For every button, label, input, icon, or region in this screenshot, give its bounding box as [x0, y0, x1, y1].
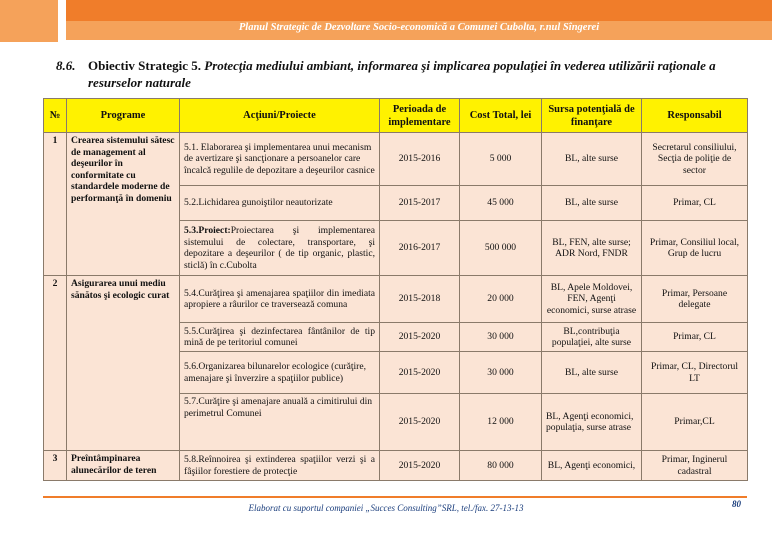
- program-number: 1: [44, 133, 67, 276]
- period-cell: 2015-2018: [380, 276, 460, 323]
- action-cell: 5.4.Curăţirea şi amenajarea spaţiilor din imediata apropiere a râurilor ce traversează comuna: [180, 276, 380, 323]
- cost-cell: 45 000: [460, 186, 542, 221]
- action-cell: 5.7.Curăţire şi amenajare anuală a cimitirului din perimetrul Comunei: [180, 394, 380, 451]
- period-cell: 2015-2016: [380, 133, 460, 186]
- col-header-period: Perioada de implementare: [380, 99, 460, 133]
- cost-cell: 30 000: [460, 352, 542, 394]
- col-header-cost: Cost Total, lei: [460, 99, 542, 133]
- projects-table: [43, 98, 748, 481]
- col-header-responsible: Responsabil: [642, 99, 748, 133]
- responsible-cell: Primar, CL: [642, 186, 748, 221]
- cost-cell: 500 000: [460, 221, 542, 276]
- cost-cell: 80 000: [460, 451, 542, 481]
- footer-credit: Elaborat cu suportul companiei „Succes Consulting”SRL, tel./fax. 27-13-13: [248, 503, 524, 513]
- document-title: Planul Strategic de Dezvoltare Socio-economică a Comunei Cubolta, r.nul Sîngerei: [238, 22, 600, 33]
- footer-divider: [43, 496, 747, 498]
- header-left-band: [0, 0, 58, 42]
- period-cell: 2015-2020: [380, 323, 460, 352]
- source-cell: BL, alte surse: [542, 186, 642, 221]
- table-header-row: [44, 99, 748, 133]
- program-number: 2: [44, 276, 67, 451]
- cost-cell: 30 000: [460, 323, 542, 352]
- program-name: Asigurarea unui mediu sănătos şi ecologic curat: [67, 276, 180, 451]
- program-name: Preîntâmpinarea alunecărilor de teren: [67, 451, 180, 481]
- action-project-label: 5.3.Proiect:: [184, 225, 231, 236]
- page-number: 80: [732, 499, 741, 509]
- action-cell: 5.2.Lichidarea gunoiştilor neautorizate: [180, 186, 380, 221]
- responsible-cell: Primar, Persoane delegate: [642, 276, 748, 323]
- responsible-cell: Primar, CL, Directorul LT: [642, 352, 748, 394]
- cost-cell: 20 000: [460, 276, 542, 323]
- source-cell: BL, FEN, alte surse; ADR Nord, FNDR: [542, 221, 642, 276]
- section-number: 8.6.: [56, 58, 76, 73]
- section-title: Protecţia mediului ambiant, informarea şi implicarea populaţiei în vederea utilizării raţionale a resurselor naturale: [88, 58, 716, 90]
- source-cell: BL, Agenţi economici,: [542, 451, 642, 481]
- program-number: 3: [44, 451, 67, 481]
- section-title-block: [88, 57, 748, 91]
- col-header-programs: Programe: [67, 99, 180, 133]
- period-cell: 2015-2020: [380, 352, 460, 394]
- source-cell: BL,contribuţia populaţiei, alte surse: [542, 323, 642, 352]
- cost-cell: 12 000: [460, 394, 542, 451]
- responsible-cell: Primar, CL: [642, 323, 748, 352]
- action-cell: 5.8.Reînnoirea şi extinderea spaţiilor verzi şi a fâşiilor forestiere de protecţie: [180, 451, 380, 481]
- action-text: Proiectarea şi implementarea sistemului de colectare, transportare, şi depozitare a deşeurilor ( de tip organic, plastic, sticlă) în c.Cubolta: [184, 225, 375, 271]
- period-cell: 2015-2020: [380, 394, 460, 451]
- responsible-cell: Primar, Inginerul cadastral: [642, 451, 748, 481]
- header-bar: [66, 0, 772, 40]
- responsible-cell: Primar,CL: [642, 394, 748, 451]
- action-cell: 5.5.Curăţirea şi dezinfectarea fântânilor de tip mină de pe teritoriul comunei: [180, 323, 380, 352]
- period-cell: 2015-2017: [380, 186, 460, 221]
- col-header-nr: №: [44, 99, 67, 133]
- cost-cell: 5 000: [460, 133, 542, 186]
- action-cell: 5.1. Elaborarea şi implementarea unui mecanism de avertizare şi sancţionare a persoanelor care încalcă regulile de depozitare a deşeurilor casnice: [180, 133, 380, 186]
- action-cell: [180, 221, 380, 276]
- table-row: [44, 133, 748, 186]
- source-cell: BL, Agenţi economici, populaţia, surse atrase: [542, 394, 642, 451]
- source-cell: BL, Apele Moldovei, FEN, Agenţi economici, surse atrase: [542, 276, 642, 323]
- source-cell: BL, alte surse: [542, 352, 642, 394]
- program-name: Crearea sistemului sătesc de management al deşeurilor în conformitate cu standardele moderne de performanţă în domeniu: [67, 133, 180, 276]
- period-cell: 2015-2020: [380, 451, 460, 481]
- period-cell: 2016-2017: [380, 221, 460, 276]
- section-label: Obiectiv Strategic 5.: [88, 58, 201, 73]
- col-header-source: Sursa potenţială de finanţare: [542, 99, 642, 133]
- table-row: [44, 276, 748, 323]
- responsible-cell: Primar, Consiliul local, Grup de lucru: [642, 221, 748, 276]
- col-header-actions: Acţiuni/Proiecte: [180, 99, 380, 133]
- table-row: [44, 451, 748, 481]
- responsible-cell: Secretarul consiliului, Secţia de poliţie de sector: [642, 133, 748, 186]
- action-cell: 5.6.Organizarea bilunarelor ecologice (curăţire, amenajare şi înverzire a spaţiilor publice): [180, 352, 380, 394]
- source-cell: BL, alte surse: [542, 133, 642, 186]
